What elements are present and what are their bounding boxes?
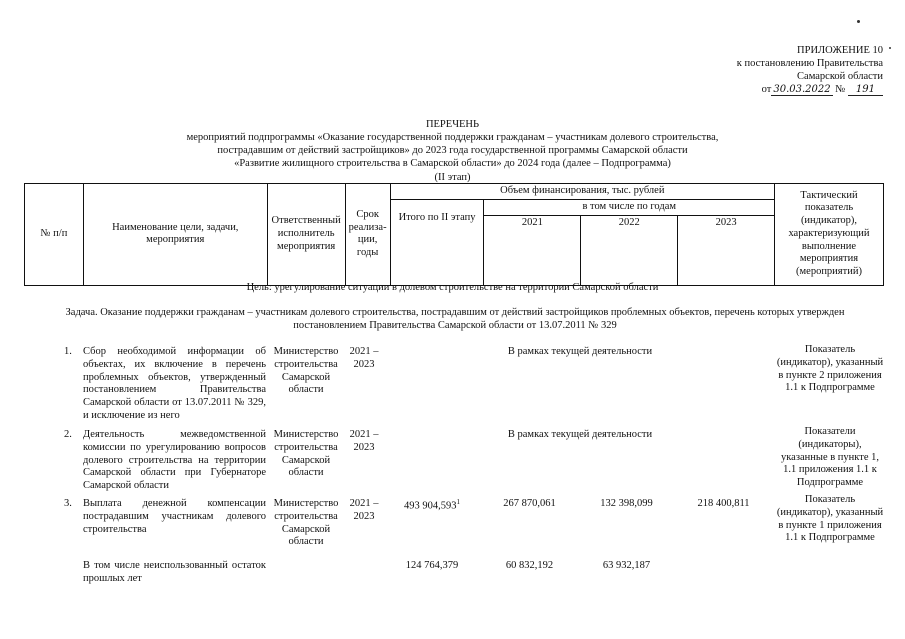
row-number: 1. xyxy=(64,346,72,357)
header-total: Итого по II этапу xyxy=(390,199,484,285)
header-year-2022: 2022 xyxy=(581,215,678,285)
subrow-year-2022: 63 932,187 xyxy=(602,560,651,571)
task-block xyxy=(30,306,880,332)
row-number: 3. xyxy=(64,498,72,509)
header-executor: Ответственный исполнитель мероприятия xyxy=(267,184,345,286)
total-footnote: 1 xyxy=(456,498,460,506)
appendix-line: Самарской области xyxy=(797,71,883,83)
subrow-name: В том числе неиспользованный остаток прошлых лет xyxy=(83,560,266,584)
header-year-2021: 2021 xyxy=(484,215,581,285)
measures-table-header xyxy=(24,183,884,286)
task-line: постановлением Правительства Самарской области от 13.07.2011 № 329 xyxy=(293,320,617,332)
document-title xyxy=(0,118,905,184)
appendix-line: к постановлению Правительства xyxy=(736,58,883,70)
row-number: 2. xyxy=(64,429,72,440)
appendix-date-line xyxy=(737,83,883,97)
title-heading: ПЕРЕЧЕНЬ xyxy=(425,119,480,130)
row-year-2021: 267 870,061 xyxy=(503,498,556,509)
header-num: № п/п xyxy=(25,184,84,286)
header-name: Наименование цели, задачи, мероприятия xyxy=(83,184,267,286)
title-line: «Развитие жилищного строительства в Самарской области» до 2024 года (далее – Подпрограмма) xyxy=(234,158,671,170)
row-year-2022: 132 398,099 xyxy=(600,498,653,509)
row-name: Сбор необходимой информации об объектах, их включение в перечень проблемных объектов, утвержденный постановлением Правительства Самарской области от 13.07.2011 № 329, и исключение из него xyxy=(83,346,266,421)
header-indicator: Тактический показатель (индикатор), характеризующий выполнение мероприятия (мероприятий) xyxy=(775,184,884,286)
scan-speck xyxy=(857,20,860,23)
row-term: 2021 – 2023 xyxy=(349,346,379,370)
row-year-2023: 218 400,811 xyxy=(697,498,750,509)
header-by-years: в том числе по годам xyxy=(484,199,775,215)
number-value: 191 xyxy=(848,84,883,96)
subrow-total: 124 764,379 xyxy=(405,560,459,571)
row-total xyxy=(384,498,480,513)
title-line: мероприятий подпрограммы «Оказание государственной поддержки гражданам – участникам долевого строительства, xyxy=(186,132,719,144)
row-name: Деятельность межведомственной комиссии по урегулированию вопросов долевого строительства на территории Самарской области при Губернаторе Самарской области xyxy=(83,429,266,492)
date-prefix: от xyxy=(761,84,772,96)
table-row xyxy=(0,494,905,558)
row-executor: Министерство строительства Самарской области xyxy=(273,498,339,548)
row-executor: Министерство строительства Самарской области xyxy=(273,429,339,479)
row-funding-note: В рамках текущей деятельности xyxy=(507,346,653,357)
header-funding: Объем финансирования, тыс. рублей xyxy=(390,184,774,200)
row-name: Выплата денежной компенсации пострадавшим участникам долевого строительства xyxy=(83,498,266,535)
row-executor: Министерство строительства Самарской области xyxy=(273,346,339,396)
date-value: 30.03.2022 xyxy=(773,84,831,96)
table-subrow xyxy=(0,560,905,590)
table-row xyxy=(0,346,905,424)
row-indicator: Показатель (индикатор), указанный в пункте 2 приложения 1.1 к Подпрограмме xyxy=(776,344,884,394)
header-year-2023: 2023 xyxy=(678,215,775,285)
table-row xyxy=(0,426,905,495)
total-value: 493 904,593 xyxy=(404,500,457,512)
scan-speck xyxy=(889,47,891,49)
title-line: пострадавшим от действий застройщиков» до 2023 года государственной программы Самарской области xyxy=(217,145,688,157)
appendix-title: ПРИЛОЖЕНИЕ 10 xyxy=(797,45,883,56)
header-term: Срок реализа-ции, годы xyxy=(345,184,390,286)
row-term: 2021 – 2023 xyxy=(349,498,379,522)
title-line: (II этап) xyxy=(434,171,471,183)
appendix-block xyxy=(737,44,883,97)
number-prefix: № xyxy=(835,84,846,96)
subrow-year-2021: 60 832,192 xyxy=(505,560,554,571)
row-term: 2021 – 2023 xyxy=(349,429,379,453)
goal-line: Цель: урегулирование ситуации в долевом строительстве на территории Самарской области xyxy=(246,282,659,293)
row-funding-note: В рамках текущей деятельности xyxy=(507,429,653,440)
task-line: Задача. Оказание поддержки гражданам – участникам долевого строительства, пострадавшим от действий застройщиков проблемных объектов, перечень которых утвержден xyxy=(65,307,845,318)
row-indicator: Показатель (индикатор), указанный в пункте 1 приложения 1.1 к Подпрограмме xyxy=(776,494,884,544)
row-indicator: Показатели (индикаторы), указанные в пункте 1, 1.1 приложения 1.1 к Подпрограмме xyxy=(780,426,880,489)
